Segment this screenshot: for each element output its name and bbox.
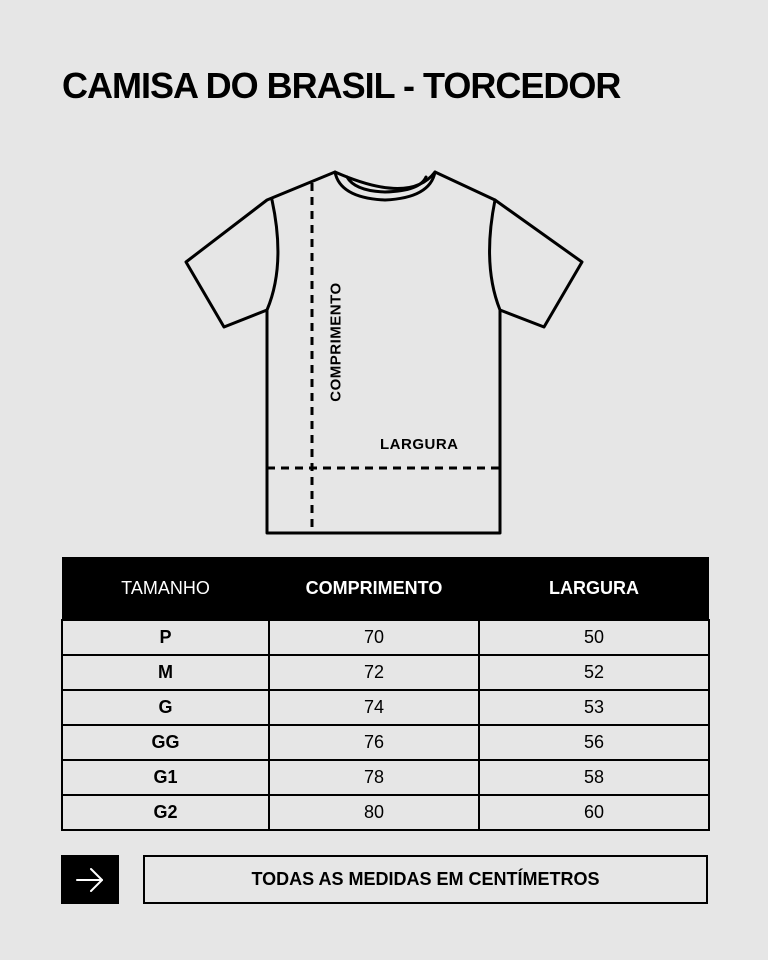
table-row — [62, 655, 709, 690]
width-cell: 56 — [479, 725, 709, 760]
size-table — [61, 557, 710, 831]
size-cell: G2 — [62, 795, 269, 830]
width-label: LARGURA — [380, 436, 459, 453]
tshirt-diagram — [180, 165, 590, 540]
arrow-right-icon — [74, 866, 106, 894]
length-cell: 78 — [269, 760, 479, 795]
table-row — [62, 795, 709, 830]
length-label: COMPRIMENTO — [327, 282, 345, 402]
length-cell: 72 — [269, 655, 479, 690]
table-row — [62, 760, 709, 795]
length-cell: 76 — [269, 725, 479, 760]
width-cell: 58 — [479, 760, 709, 795]
table-row — [62, 725, 709, 760]
header-size: TAMANHO — [62, 557, 269, 620]
size-cell: M — [62, 655, 269, 690]
header-length: COMPRIMENTO — [269, 557, 479, 620]
measure-lines — [267, 183, 500, 533]
width-cell: 60 — [479, 795, 709, 830]
table-header-row — [62, 557, 709, 620]
length-cell: 70 — [269, 620, 479, 655]
width-cell: 53 — [479, 690, 709, 725]
size-cell: GG — [62, 725, 269, 760]
width-cell: 50 — [479, 620, 709, 655]
measurement-note — [143, 855, 708, 904]
page-title: CAMISA DO BRASIL - TORCEDOR — [62, 65, 621, 106]
table-row — [62, 690, 709, 725]
size-cell: G1 — [62, 760, 269, 795]
length-cell: 74 — [269, 690, 479, 725]
measurement-note-text: TODAS AS MEDIDAS EM CENTÍMETROS — [251, 869, 600, 889]
tshirt-outline — [186, 172, 582, 533]
width-cell: 52 — [479, 655, 709, 690]
table-row — [62, 620, 709, 655]
header-width: LARGURA — [479, 557, 709, 620]
arrow-right-button[interactable] — [61, 855, 119, 904]
size-cell: G — [62, 690, 269, 725]
size-cell: P — [62, 620, 269, 655]
length-cell: 80 — [269, 795, 479, 830]
